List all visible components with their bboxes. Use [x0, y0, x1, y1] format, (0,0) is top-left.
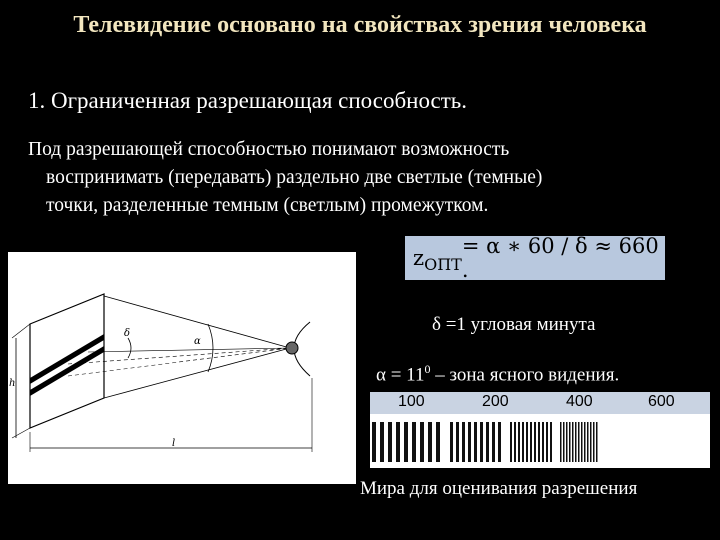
test-bar: [581, 422, 583, 462]
test-bar: [388, 422, 392, 462]
alpha-label: α: [194, 336, 201, 347]
test-bar: [563, 422, 565, 462]
test-bar: [474, 422, 477, 462]
test-bar: [428, 422, 432, 462]
resolution-label-200: 200: [482, 393, 509, 410]
alpha-definition: [376, 362, 619, 386]
test-bar: [510, 422, 512, 462]
l-label: l: [172, 438, 176, 449]
test-bar: [566, 422, 568, 462]
test-bar: [542, 422, 544, 462]
section-heading: 1. Ограниченная разрешающая способность.: [28, 88, 468, 113]
test-bar: [522, 422, 524, 462]
test-bar: [590, 422, 592, 462]
delta-label: δ: [124, 328, 131, 339]
h-label: h: [9, 378, 16, 389]
resolution-label-400: 400: [566, 393, 593, 410]
test-bar: [550, 422, 552, 462]
test-bar: [575, 422, 577, 462]
test-bar: [486, 422, 489, 462]
pattern-caption: Мира для оценивания разрешения: [360, 478, 638, 499]
delta-arc: [128, 338, 131, 358]
test-bar: [450, 422, 453, 462]
test-bar: [456, 422, 459, 462]
test-bar: [514, 422, 516, 462]
stripe-upper: [30, 334, 104, 384]
test-bar: [572, 422, 574, 462]
resolution-labels: [370, 392, 710, 414]
test-bar: [380, 422, 384, 462]
test-bar: [404, 422, 408, 462]
resolution-label-100: 100: [398, 393, 425, 410]
definition-paragraph: [28, 136, 688, 220]
test-bar: [596, 422, 598, 462]
alpha-def-superscript: 0: [424, 362, 431, 376]
test-bar: [530, 422, 532, 462]
test-bar: [420, 422, 424, 462]
test-bar: [518, 422, 520, 462]
test-bar: [498, 422, 501, 462]
formula-box: [405, 236, 665, 280]
resolution-bars: [370, 414, 710, 468]
alpha-def-suffix: – зона ясного видения.: [430, 364, 620, 386]
stripe-lower: [30, 346, 104, 396]
test-bar: [546, 422, 548, 462]
resolution-test-pattern: [370, 392, 710, 468]
test-bar: [538, 422, 540, 462]
test-bar: [534, 422, 536, 462]
visual-angle-diagram: [8, 252, 356, 484]
definition-line-1: Под разрешающей способностью понимают возможность: [28, 139, 510, 160]
definition-line-3: точки, разделенные темным (светлым) промежутком.: [46, 195, 489, 216]
diagram-svg: [8, 252, 356, 484]
test-bar: [587, 422, 589, 462]
ray-bottom: [104, 348, 290, 398]
test-bar: [480, 422, 483, 462]
test-bar: [412, 422, 416, 462]
test-bar: [396, 422, 400, 462]
test-bar: [492, 422, 495, 462]
resolution-label-600: 600: [648, 393, 675, 410]
formula-subscript: ОПТ: [424, 254, 462, 274]
slide-title: Телевидение основано на свойствах зрения человека: [73, 12, 647, 38]
test-bar: [569, 422, 571, 462]
test-bar: [593, 422, 595, 462]
test-bar: [584, 422, 586, 462]
eye-lens: [286, 342, 298, 354]
h-tick-top: [12, 324, 30, 338]
test-bar: [560, 422, 562, 462]
test-bar: [578, 422, 580, 462]
alpha-arc: [208, 324, 213, 372]
formula-variable: z: [413, 246, 425, 270]
delta-definition: δ =1 угловая минута: [432, 314, 596, 335]
test-bar: [526, 422, 528, 462]
test-bar: [462, 422, 465, 462]
definition-line-2: воспринимать (передавать) раздельно две светлые (темные): [46, 167, 543, 188]
h-tick-bottom: [12, 428, 30, 438]
formula-rhs: = α ∗ 60 / δ ≈ 660 .: [461, 234, 659, 282]
alpha-def-prefix: α = 11: [376, 364, 425, 386]
test-bar: [436, 422, 440, 462]
test-bar: [372, 422, 376, 462]
test-bar: [468, 422, 471, 462]
